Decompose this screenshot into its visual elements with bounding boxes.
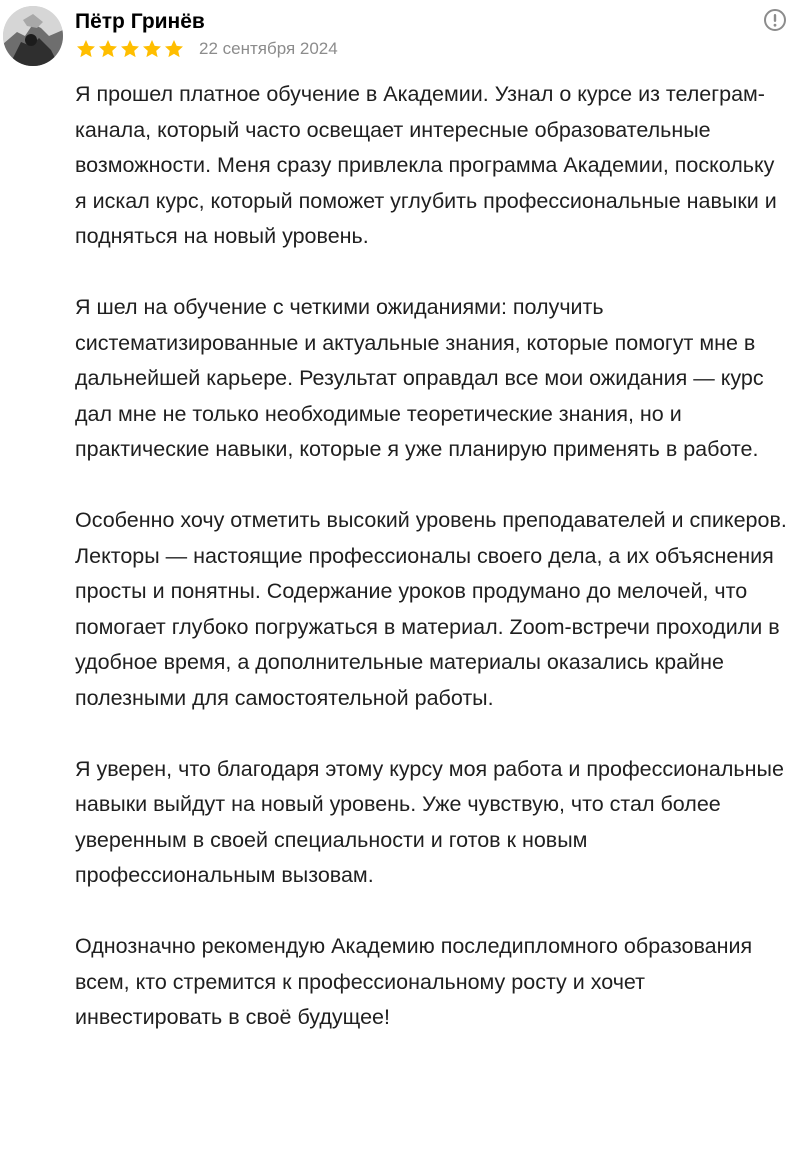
avatar[interactable] xyxy=(3,6,63,66)
review-meta xyxy=(75,38,338,60)
star-icon xyxy=(119,38,141,60)
review-paragraph: Я прошел платное обучение в Академии. Узнал о курсе из телеграм-канала, который часто освещает интересные образовательные возможности. Меня сразу привлекла программа Академии, поскольку я искал курс, который поможет углубить профессиональные навыки и подняться на новый уровень. xyxy=(75,82,777,248)
star-icon xyxy=(97,38,119,60)
review-text xyxy=(75,77,790,1036)
exclamation-circle-icon[interactable] xyxy=(763,8,787,32)
star-rating xyxy=(75,38,185,60)
review-paragraph: Я уверен, что благодаря этому курсу моя работа и профессиональные навыки выйдут на новый уровень. Уже чувствую, что стал более уверенным в своей специальности и готов к новым профессиональным вызовам. xyxy=(75,756,784,887)
review-date: 22 сентября 2024 xyxy=(199,39,338,58)
star-icon xyxy=(163,38,185,60)
star-icon xyxy=(141,38,163,60)
avatar-photo xyxy=(3,6,63,66)
review-paragraph: Я шел на обучение с четкими ожиданиями: получить систематизированные и актуальные знания, которые помогут мне в дальнейшей карьере. Результат оправдал все мои ожидания — курс дал мне не только необходимые теоретические знания, но и практические навыки, которые я уже планирую применять в работе. xyxy=(75,295,764,461)
author-name[interactable]: Пётр Гринёв xyxy=(75,10,205,33)
review-paragraph: Однозначно рекомендую Академию последипломного образования всем, кто стремится к профессиональному росту и хочет инвестировать в своё будущее! xyxy=(75,934,753,1029)
review-paragraph: Особенно хочу отметить высокий уровень преподавателей и спикеров. Лекторы — настоящие профессионалы своего дела, а их объяснения просты и понятны. Содержание уроков продумано до мелочей, что помогает глубоко погружаться в материал. Zoom-встречи проходили в удобное время, а дополнительные материалы оказались крайне полезными для самостоятельной работы. xyxy=(75,508,787,710)
star-icon xyxy=(75,38,97,60)
